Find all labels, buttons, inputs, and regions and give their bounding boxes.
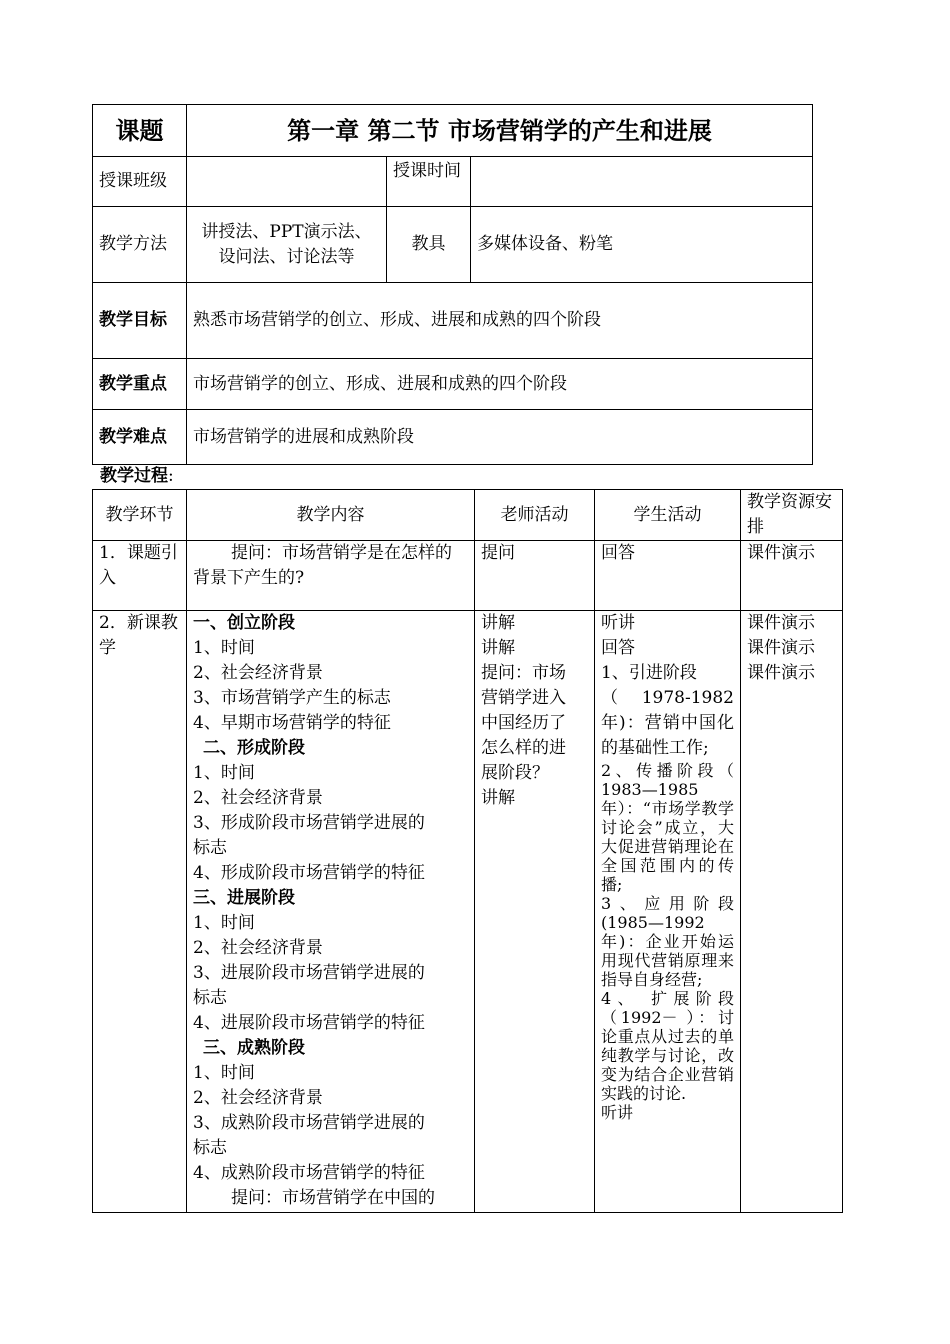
student-line: 4、 扩展阶段（1992－ ）：讨论重点从过去的单纯教学与讨论，改变为结合企业营销实践的讨论. xyxy=(601,989,734,1103)
content-line: 2、社会经济背景 xyxy=(193,1088,323,1108)
content-line: 3、形成阶段市场营销学进展的 xyxy=(193,813,425,833)
teacher-line: 营销学进入 xyxy=(481,688,566,708)
content-line: 1、时间 xyxy=(193,1063,255,1083)
column-header: 老师活动 xyxy=(475,490,595,541)
process-title-text: 教学过程 xyxy=(100,466,168,486)
content-line: 2、社会经济背景 xyxy=(193,663,323,683)
key-label: 教学重点 xyxy=(93,359,187,410)
class-label: 授课班级 xyxy=(93,157,187,207)
student-line: 3、应用阶段(1985—1992年)：企业开始运用现代营销原理来指导自身经营; xyxy=(601,894,734,989)
content-line: 三、成熟阶段 xyxy=(203,1038,305,1058)
content-line: 4、进展阶段市场营销学的特征 xyxy=(193,1013,425,1033)
student-line: （1978-1982年)：营销中国化的基础性工作; xyxy=(601,688,734,758)
column-header: 教学内容 xyxy=(187,490,475,541)
content-cell xyxy=(187,541,475,611)
teacher-line: 提问：市场 xyxy=(481,663,566,683)
resource-cell: 课件演示 xyxy=(741,541,843,611)
content-cell xyxy=(187,611,475,1213)
method-value: 讲授法、PPT演示法、设问法、讨论法等 xyxy=(187,207,387,283)
teacher-line: 中国经历了 xyxy=(481,713,566,733)
stage-cell: 1．课题引入 xyxy=(93,541,187,611)
content-line: 3、进展阶段市场营销学进展的 xyxy=(193,963,425,983)
difficulty-value: 市场营销学的进展和成熟阶段 xyxy=(187,410,813,465)
student-cell xyxy=(595,611,741,1213)
content-line: 4、早期市场营销学的特征 xyxy=(193,713,391,733)
content-line: 1、时间 xyxy=(193,763,255,783)
process-title-suffix: : xyxy=(168,466,174,486)
tools-label: 教具 xyxy=(387,207,471,283)
content-line: 三、进展阶段 xyxy=(193,888,295,908)
stage-cell: 2．新课教学 xyxy=(93,611,187,1213)
student-cell: 回答 xyxy=(595,541,741,611)
table-row xyxy=(93,611,843,1213)
content-line: 二、形成阶段 xyxy=(203,738,305,758)
class-value xyxy=(187,157,387,207)
lesson-header-table xyxy=(92,104,813,465)
process-table xyxy=(92,489,843,1213)
content-line: 3、市场营销学产生的标志 xyxy=(193,688,391,708)
content-line: 提问：市场营销学是在怎样的背景下产生的? xyxy=(193,543,452,588)
column-header: 教学资源安排 xyxy=(741,490,843,541)
student-line: 2、传播阶段（ 1983—1985年）：“市场学教学讨论会”成立，大大促进营销理论在全国范围内的传播; xyxy=(601,761,734,894)
column-header: 教学环节 xyxy=(93,490,187,541)
resource-line: 课件演示 xyxy=(747,613,815,633)
content-line: 3、成熟阶段市场营销学进展的 xyxy=(193,1113,425,1133)
goal-value: 熟悉市场营销学的创立、形成、进展和成熟的四个阶段 xyxy=(187,283,813,359)
teacher-line: 讲解 xyxy=(481,788,515,808)
content-line: 标志 xyxy=(193,838,227,858)
method-label: 教学方法 xyxy=(93,207,187,283)
teacher-cell: 提问 xyxy=(475,541,595,611)
content-line: 4、成熟阶段市场营销学的特征 xyxy=(193,1163,425,1183)
content-line: 1、时间 xyxy=(193,913,255,933)
process-title xyxy=(100,464,174,488)
content-line: 2、社会经济背景 xyxy=(193,788,323,808)
content-line: 4、形成阶段市场营销学的特征 xyxy=(193,863,425,883)
tools-value: 多媒体设备、粉笔 xyxy=(471,207,813,283)
content-line: 提问：市场营销学在中国的 xyxy=(231,1188,435,1208)
teacher-line: 讲解 xyxy=(481,613,515,633)
content-line: 一、创立阶段 xyxy=(193,613,295,633)
time-label: 授课时间 xyxy=(387,157,471,207)
key-value: 市场营销学的创立、形成、进展和成熟的四个阶段 xyxy=(187,359,813,410)
teacher-cell xyxy=(475,611,595,1213)
content-line: 标志 xyxy=(193,988,227,1008)
content-line: 2、社会经济背景 xyxy=(193,938,323,958)
student-line: 回答 xyxy=(601,638,635,658)
difficulty-label: 教学难点 xyxy=(93,410,187,465)
table-row xyxy=(93,541,843,611)
time-value xyxy=(471,157,813,207)
teacher-line: 展阶段？ xyxy=(481,763,549,783)
goal-label: 教学目标 xyxy=(93,283,187,359)
resource-line: 课件演示 xyxy=(747,663,815,683)
resource-cell xyxy=(741,611,843,1213)
student-line: 听讲 xyxy=(601,613,635,633)
student-line: 听讲 xyxy=(601,1103,634,1122)
teacher-line: 讲解 xyxy=(481,638,515,658)
resource-line: 课件演示 xyxy=(747,638,815,658)
content-line: 1、时间 xyxy=(193,638,255,658)
topic-label: 课题 xyxy=(93,105,187,157)
student-line: 1、引进阶段 xyxy=(601,663,697,683)
topic-value: 第一章 第二节 市场营销学的产生和进展 xyxy=(187,105,813,157)
content-line: 标志 xyxy=(193,1138,227,1158)
teacher-line: 怎么样的进 xyxy=(481,738,566,758)
column-header: 学生活动 xyxy=(595,490,741,541)
